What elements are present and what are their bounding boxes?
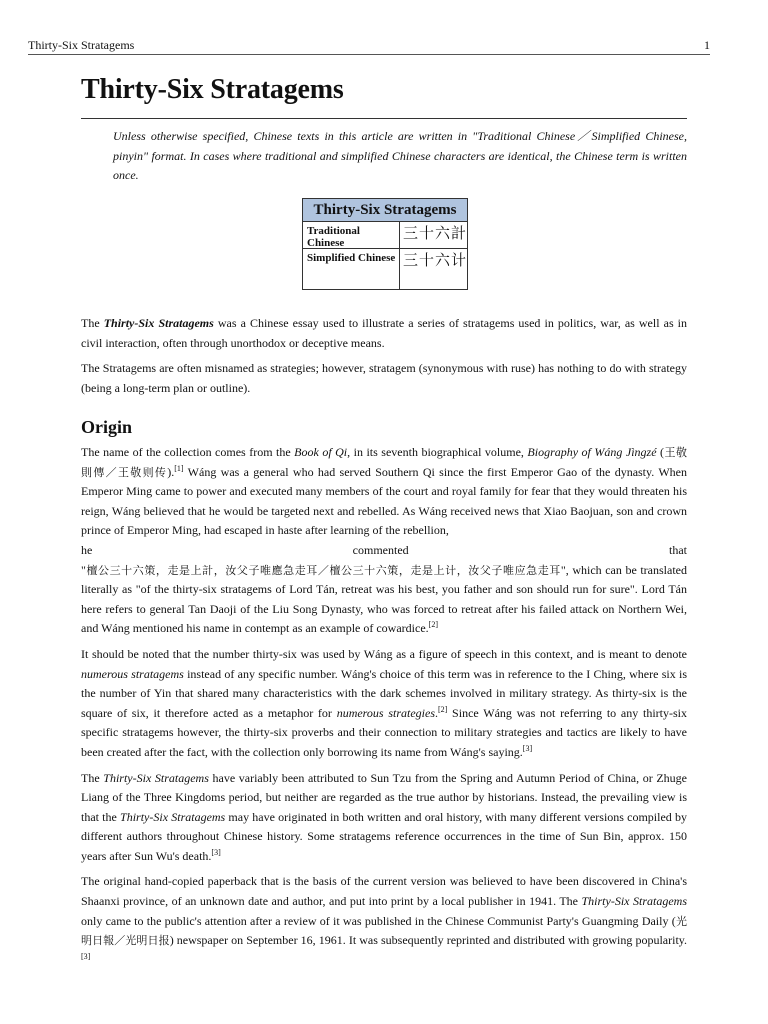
citation-link[interactable]: [1] [174,463,184,473]
citation-link[interactable]: [3] [81,951,91,961]
infobox-label: Traditional Chinese [303,222,400,248]
page-number: 1 [704,38,710,52]
origin-paragraph-1: The name of the collection comes from the Book of Qi, in its seventh biographical volume, Biography of Wáng Jìngzé (王敬則傳／王敬则传).[1] Wáng was a general who had served Southern Qi since the first Emperor Gao of the dynasty. When Emperor Ming came to power and executed many members of the court and royal family for fear that they would threaten his reign, Wáng believed that he would be targeted next and rebelled. As Wáng received news that Xiao Baojuan, son and crown prince of Emperor Ming, had escaped in haste after learning of the rebellion, he commented that "檀公三十六策，走是上計，汝父子唯應急走耳／檀公三十六策，走是上计，汝父子唯应急走耳", which can be translated literally as "of the thirty-six stratagems of Lord Tán, retreat was his best, you father and son should run for sure". Lord Tán here refers to general Tan Daoji of the Liu Song Dynasty, who was forced to retreat after his failed attack on Northern Wei, and Wáng mentioned his name in contempt as an example of cowardice.[2] [81,445,688,636]
intro-paragraph-1: The Thirty-Six Stratagems was a Chinese essay used to illustrate a series of stratagems used in politics, war, as well as in civil interaction, often through unorthodox or deceptive means. [81,316,688,350]
origin-paragraph-3: The Thirty-Six Stratagems have variably been attributed to Sun Tzu from the Spring and Autumn Period of China, or Zhuge Liang of the Three Kingdoms period, but neither are regarded as the true author by historians. Instead, the prevailing view is that the Thirty-Six Stratagems may have originated in both written and oral history, with many different versions compiled by different authors throughout Chinese history. Some stratagems reference occurrences in the time of Sun Bin, approx. 150 years after Sun Wu's death.[3] [81,770,688,863]
section-heading-origin: Origin [81,417,133,437]
infobox-value: 三十六計 [402,224,467,242]
title-rule [81,118,687,119]
citation-link[interactable]: [2] [437,704,448,714]
origin-section [81,443,687,976]
running-header [28,38,710,55]
citation-link[interactable]: [3] [211,847,221,857]
page-title: Thirty-Six Stratagems [81,74,344,105]
intro-paragraph-2: The Stratagems are often misnamed as strategies; however, stratagem (synonymous with ruse) has nothing to do with strategy (being a long-term plan or outline). [81,361,687,395]
origin-paragraph-2: It should be noted that the number thirty-six was used by Wáng as a figure of speech in this context, and is meant to denote numerous stratagems instead of any specific number. Wáng's choice of this term was in reference to the I Ching, where six is the number of Yin that shared many characteristics with the dark schemes involved in military strategy. As thirty-six is the square of six, it therefore acted as a metaphor for numerous strategies.[2] Since Wáng was not referring to any thirty-six specific stratagems however, the thirty-six proverbs and their connection to military strategies and tactics are likely to have been created after the fact, with the collection only borrowing its name from Wáng's saying.[3] [81,646,687,759]
infobox-row-traditional [303,222,467,249]
infobox [302,198,468,290]
origin-paragraph-4: The original hand-copied paperback that is the basis of the current version was believed to have been discovered in China's Shaanxi province, of an unknown date and author, and put into print by a local publisher in 1941. The Thirty-Six Stratagems only came to the public's attention after a review of it was published in the Chinese Communist Party's Guangming Daily (光明日報／光明日报) newspaper on September 16, 1961. It was subsequently reprinted and distributed with growing popularity.[3] [81,874,687,961]
infobox-value: 三十六计 [402,251,467,269]
infobox-row-simplified [303,249,467,289]
citation-link[interactable]: [2] [428,620,438,630]
infobox-label: Simplified Chinese [303,249,400,289]
intro-section [81,314,687,404]
running-title: Thirty-Six Stratagems [28,38,135,52]
language-note: Unless otherwise specified, Chinese texts in this article are written in "Traditional Chinese／Simplified Chinese, pinyin" format. In cases where traditional and simplified Chinese characters are identical, the Chinese term is written once. [113,129,687,183]
infobox-caption: Thirty-Six Stratagems [303,199,467,222]
citation-link[interactable]: [3] [522,743,533,753]
